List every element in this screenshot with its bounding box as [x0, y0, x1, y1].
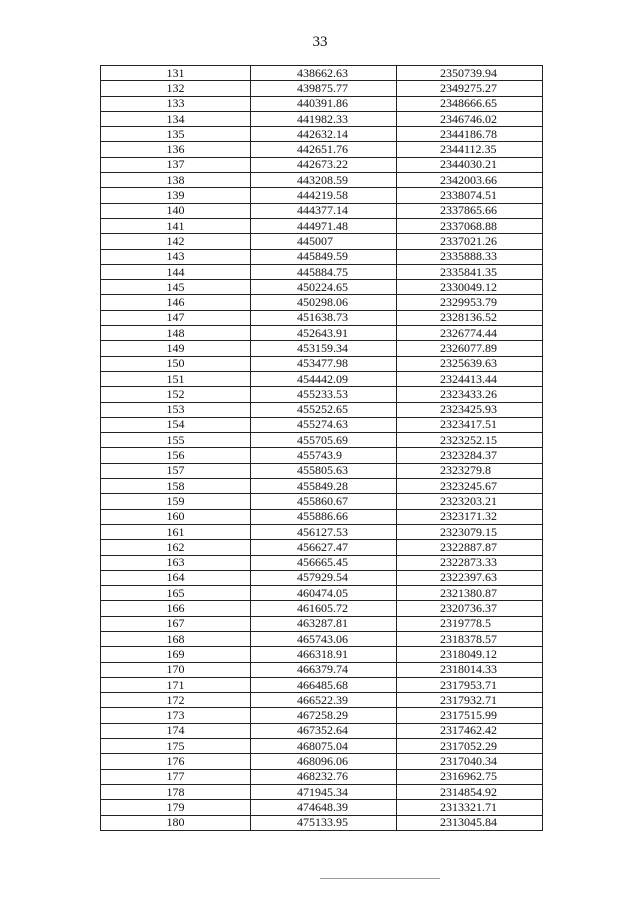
table-row [101, 371, 543, 386]
x-coordinate-cell: 455743.9 [251, 448, 397, 463]
y-coordinate-cell: 2346746.02 [397, 111, 543, 126]
table-row [101, 264, 543, 279]
table-row [101, 540, 543, 555]
x-coordinate-cell: 445007 [251, 234, 397, 249]
table-row [101, 295, 543, 310]
x-coordinate-cell: 468096.06 [251, 754, 397, 769]
y-coordinate-cell: 2344112.35 [397, 142, 543, 157]
table-row [101, 218, 543, 233]
point-number-cell: 172 [101, 693, 251, 708]
point-number-cell: 159 [101, 494, 251, 509]
y-coordinate-cell: 2316962.75 [397, 769, 543, 784]
point-number-cell: 131 [101, 66, 251, 81]
point-number-cell: 166 [101, 601, 251, 616]
point-number-cell: 135 [101, 127, 251, 142]
table-row [101, 524, 543, 539]
table-row [101, 402, 543, 417]
x-coordinate-cell: 453477.98 [251, 356, 397, 371]
point-number-cell: 179 [101, 800, 251, 815]
point-number-cell: 173 [101, 708, 251, 723]
y-coordinate-cell: 2313045.84 [397, 815, 543, 830]
point-number-cell: 136 [101, 142, 251, 157]
y-coordinate-cell: 2335888.33 [397, 249, 543, 264]
y-coordinate-cell: 2338074.51 [397, 188, 543, 203]
x-coordinate-cell: 455849.28 [251, 479, 397, 494]
table-row [101, 647, 543, 662]
x-coordinate-cell: 441982.33 [251, 111, 397, 126]
x-coordinate-cell: 456665.45 [251, 555, 397, 570]
x-coordinate-cell: 451638.73 [251, 310, 397, 325]
x-coordinate-cell: 445849.59 [251, 249, 397, 264]
y-coordinate-cell: 2330049.12 [397, 280, 543, 295]
table-row [101, 570, 543, 585]
x-coordinate-cell: 442632.14 [251, 127, 397, 142]
x-coordinate-cell: 466522.39 [251, 693, 397, 708]
table-row [101, 127, 543, 142]
x-coordinate-cell: 466318.91 [251, 647, 397, 662]
y-coordinate-cell: 2322397.63 [397, 570, 543, 585]
y-coordinate-cell: 2323425.93 [397, 402, 543, 417]
y-coordinate-cell: 2337021.26 [397, 234, 543, 249]
table-row [101, 280, 543, 295]
y-coordinate-cell: 2329953.79 [397, 295, 543, 310]
table-row [101, 555, 543, 570]
y-coordinate-cell: 2323079.15 [397, 524, 543, 539]
point-number-cell: 157 [101, 463, 251, 478]
table-row [101, 494, 543, 509]
point-number-cell: 132 [101, 81, 251, 96]
x-coordinate-cell: 465743.06 [251, 631, 397, 646]
table-row [101, 310, 543, 325]
point-number-cell: 149 [101, 341, 251, 356]
point-number-cell: 146 [101, 295, 251, 310]
point-number-cell: 176 [101, 754, 251, 769]
table-row [101, 601, 543, 616]
table-row [101, 203, 543, 218]
point-number-cell: 140 [101, 203, 251, 218]
point-number-cell: 165 [101, 586, 251, 601]
y-coordinate-cell: 2328136.52 [397, 310, 543, 325]
x-coordinate-cell: 463287.81 [251, 616, 397, 631]
point-number-cell: 160 [101, 509, 251, 524]
point-number-cell: 148 [101, 326, 251, 341]
x-coordinate-cell: 439875.77 [251, 81, 397, 96]
x-coordinate-cell: 456127.53 [251, 524, 397, 539]
x-coordinate-cell: 466485.68 [251, 677, 397, 692]
coordinate-table [100, 65, 543, 831]
x-coordinate-cell: 455233.53 [251, 387, 397, 402]
y-coordinate-cell: 2317515.99 [397, 708, 543, 723]
point-number-cell: 153 [101, 402, 251, 417]
point-number-cell: 178 [101, 784, 251, 799]
x-coordinate-cell: 444377.14 [251, 203, 397, 218]
point-number-cell: 138 [101, 173, 251, 188]
table-row [101, 739, 543, 754]
table-row [101, 81, 543, 96]
point-number-cell: 171 [101, 677, 251, 692]
x-coordinate-cell: 475133.95 [251, 815, 397, 830]
x-coordinate-cell: 467352.64 [251, 723, 397, 738]
x-coordinate-cell: 454442.09 [251, 371, 397, 386]
y-coordinate-cell: 2344030.21 [397, 157, 543, 172]
table-row [101, 356, 543, 371]
x-coordinate-cell: 455886.66 [251, 509, 397, 524]
point-number-cell: 143 [101, 249, 251, 264]
coordinate-table-body [101, 66, 543, 831]
y-coordinate-cell: 2323417.51 [397, 417, 543, 432]
point-number-cell: 155 [101, 433, 251, 448]
y-coordinate-cell: 2323252.15 [397, 433, 543, 448]
y-coordinate-cell: 2313321.71 [397, 800, 543, 815]
y-coordinate-cell: 2326774.44 [397, 326, 543, 341]
point-number-cell: 154 [101, 417, 251, 432]
point-number-cell: 147 [101, 310, 251, 325]
table-row [101, 96, 543, 111]
table-row [101, 723, 543, 738]
table-row [101, 662, 543, 677]
table-row [101, 509, 543, 524]
point-number-cell: 174 [101, 723, 251, 738]
point-number-cell: 169 [101, 647, 251, 662]
y-coordinate-cell: 2314854.92 [397, 784, 543, 799]
y-coordinate-cell: 2323245.67 [397, 479, 543, 494]
point-number-cell: 161 [101, 524, 251, 539]
y-coordinate-cell: 2337865.66 [397, 203, 543, 218]
point-number-cell: 170 [101, 662, 251, 677]
page-number: 33 [312, 34, 328, 50]
y-coordinate-cell: 2318378.57 [397, 631, 543, 646]
point-number-cell: 150 [101, 356, 251, 371]
bottom-rule [320, 878, 440, 879]
y-coordinate-cell: 2323171.32 [397, 509, 543, 524]
point-number-cell: 175 [101, 739, 251, 754]
y-coordinate-cell: 2350739.94 [397, 66, 543, 81]
point-number-cell: 168 [101, 631, 251, 646]
table-row [101, 708, 543, 723]
table-row [101, 784, 543, 799]
point-number-cell: 133 [101, 96, 251, 111]
y-coordinate-cell: 2337068.88 [397, 218, 543, 233]
y-coordinate-cell: 2323279.8 [397, 463, 543, 478]
table-row [101, 188, 543, 203]
table-row [101, 677, 543, 692]
table-row [101, 448, 543, 463]
y-coordinate-cell: 2317462.42 [397, 723, 543, 738]
x-coordinate-cell: 455274.63 [251, 417, 397, 432]
table-row [101, 341, 543, 356]
y-coordinate-cell: 2326077.89 [397, 341, 543, 356]
x-coordinate-cell: 452643.91 [251, 326, 397, 341]
table-row [101, 463, 543, 478]
table-row [101, 769, 543, 784]
x-coordinate-cell: 455252.65 [251, 402, 397, 417]
x-coordinate-cell: 468075.04 [251, 739, 397, 754]
point-number-cell: 137 [101, 157, 251, 172]
point-number-cell: 167 [101, 616, 251, 631]
table-row [101, 754, 543, 769]
point-number-cell: 145 [101, 280, 251, 295]
x-coordinate-cell: 442651.76 [251, 142, 397, 157]
point-number-cell: 152 [101, 387, 251, 402]
x-coordinate-cell: 455860.67 [251, 494, 397, 509]
table-row [101, 234, 543, 249]
table-row [101, 800, 543, 815]
table-row [101, 433, 543, 448]
y-coordinate-cell: 2323284.37 [397, 448, 543, 463]
y-coordinate-cell: 2319778.5 [397, 616, 543, 631]
y-coordinate-cell: 2349275.27 [397, 81, 543, 96]
point-number-cell: 134 [101, 111, 251, 126]
x-coordinate-cell: 456627.47 [251, 540, 397, 555]
x-coordinate-cell: 467258.29 [251, 708, 397, 723]
point-number-cell: 177 [101, 769, 251, 784]
x-coordinate-cell: 460474.05 [251, 586, 397, 601]
x-coordinate-cell: 450224.65 [251, 280, 397, 295]
y-coordinate-cell: 2320736.37 [397, 601, 543, 616]
point-number-cell: 180 [101, 815, 251, 830]
x-coordinate-cell: 445884.75 [251, 264, 397, 279]
y-coordinate-cell: 2321380.87 [397, 586, 543, 601]
y-coordinate-cell: 2317040.34 [397, 754, 543, 769]
x-coordinate-cell: 455805.63 [251, 463, 397, 478]
x-coordinate-cell: 455705.69 [251, 433, 397, 448]
x-coordinate-cell: 443208.59 [251, 173, 397, 188]
x-coordinate-cell: 440391.86 [251, 96, 397, 111]
point-number-cell: 141 [101, 218, 251, 233]
table-row [101, 111, 543, 126]
y-coordinate-cell: 2317052.29 [397, 739, 543, 754]
y-coordinate-cell: 2335841.35 [397, 264, 543, 279]
table-row [101, 631, 543, 646]
y-coordinate-cell: 2342003.66 [397, 173, 543, 188]
x-coordinate-cell: 468232.76 [251, 769, 397, 784]
x-coordinate-cell: 471945.34 [251, 784, 397, 799]
point-number-cell: 156 [101, 448, 251, 463]
table-row [101, 326, 543, 341]
x-coordinate-cell: 442673.22 [251, 157, 397, 172]
y-coordinate-cell: 2325639.63 [397, 356, 543, 371]
y-coordinate-cell: 2322873.33 [397, 555, 543, 570]
point-number-cell: 164 [101, 570, 251, 585]
point-number-cell: 139 [101, 188, 251, 203]
table-row [101, 142, 543, 157]
x-coordinate-cell: 444219.58 [251, 188, 397, 203]
y-coordinate-cell: 2323203.21 [397, 494, 543, 509]
y-coordinate-cell: 2324413.44 [397, 371, 543, 386]
table-row [101, 479, 543, 494]
x-coordinate-cell: 466379.74 [251, 662, 397, 677]
x-coordinate-cell: 457929.54 [251, 570, 397, 585]
table-row [101, 815, 543, 830]
point-number-cell: 144 [101, 264, 251, 279]
y-coordinate-cell: 2323433.26 [397, 387, 543, 402]
y-coordinate-cell: 2317953.71 [397, 677, 543, 692]
point-number-cell: 163 [101, 555, 251, 570]
point-number-cell: 162 [101, 540, 251, 555]
table-row [101, 417, 543, 432]
y-coordinate-cell: 2348666.65 [397, 96, 543, 111]
y-coordinate-cell: 2322887.87 [397, 540, 543, 555]
table-row [101, 387, 543, 402]
x-coordinate-cell: 461605.72 [251, 601, 397, 616]
point-number-cell: 158 [101, 479, 251, 494]
table-row [101, 616, 543, 631]
table-row [101, 173, 543, 188]
y-coordinate-cell: 2318014.33 [397, 662, 543, 677]
table-row [101, 586, 543, 601]
table-row [101, 249, 543, 264]
y-coordinate-cell: 2317932.71 [397, 693, 543, 708]
y-coordinate-cell: 2344186.78 [397, 127, 543, 142]
point-number-cell: 142 [101, 234, 251, 249]
x-coordinate-cell: 444971.48 [251, 218, 397, 233]
y-coordinate-cell: 2318049.12 [397, 647, 543, 662]
x-coordinate-cell: 438662.63 [251, 66, 397, 81]
table-row [101, 157, 543, 172]
x-coordinate-cell: 450298.06 [251, 295, 397, 310]
x-coordinate-cell: 474648.39 [251, 800, 397, 815]
table-row [101, 66, 543, 81]
x-coordinate-cell: 453159.34 [251, 341, 397, 356]
point-number-cell: 151 [101, 371, 251, 386]
table-row [101, 693, 543, 708]
